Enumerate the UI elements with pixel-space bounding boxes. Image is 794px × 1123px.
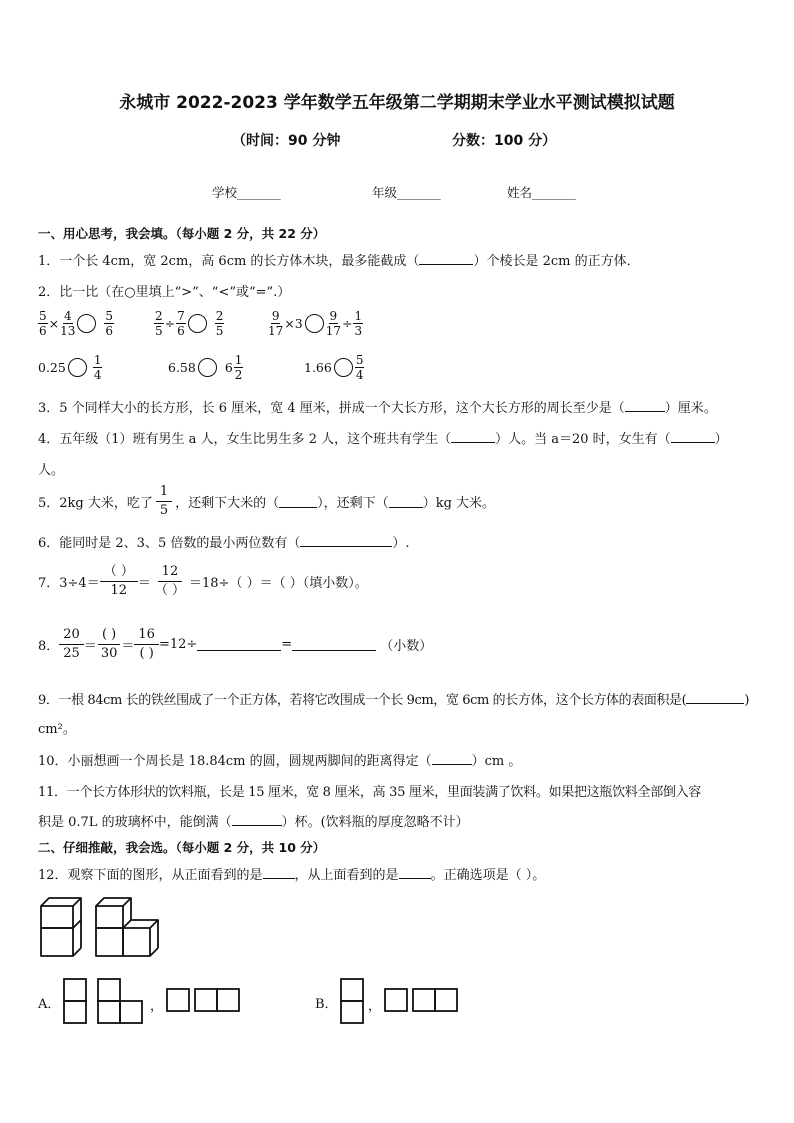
question-6: 6．能同时是 2、3、5 倍数的最小两位数有（ ）. xyxy=(38,536,410,551)
option-b-top-view xyxy=(382,986,462,1014)
exam-time: （时间：90 分钟 xyxy=(232,133,341,149)
answer-blank[interactable] xyxy=(419,252,473,265)
option-a-label[interactable]: A． xyxy=(38,997,61,1012)
section-2-heading: 二、仔细推敲，我会选。（每小题 2 分，共 10 分） xyxy=(38,840,326,855)
answer-blank[interactable] xyxy=(292,638,376,651)
answer-blank[interactable] xyxy=(451,430,495,443)
question-1: 1．一个长 4cm，宽 2cm，高 6cm 的长方体木块，最多能截成（ ）个棱长是 2cm 的正方体． xyxy=(38,254,640,269)
answer-blank[interactable] xyxy=(389,495,423,508)
compare-item-3: $\frac{9}{17}$ ×3 $\frac{9}{17}$ ÷ $\frac{1}{3}$ xyxy=(268,309,363,338)
option-a-top-view xyxy=(164,986,244,1014)
compare-item-1: $\frac{5}{6}$ × $\frac{4}{13}$ $\frac{5}{6}$ xyxy=(39,309,114,338)
question-11: 11．一个长方体形状的饮料瓶，长是 15 厘米，宽 8 厘米，高 35 厘米，里面装满了饮料。如果把这瓶饮料全部倒入容 xyxy=(38,785,701,800)
compare-item-5: 6.58 6 $\frac{1}{2}$ xyxy=(168,353,243,382)
question-9: 9．一根 84cm 长的铁丝围成了一个正方体，若将它改围成一个长 9cm，宽 6cm 的长方体，这个长方体的表面积是( ) xyxy=(38,693,749,708)
compare-item-6: 1.66 $\frac{5}{4}$ xyxy=(304,353,364,382)
option-a-front-view xyxy=(62,976,152,1028)
answer-blank[interactable] xyxy=(232,813,282,826)
exam-score: 分数：100 分） xyxy=(452,133,557,149)
answer-blank[interactable] xyxy=(197,638,281,651)
question-4-cont: 人。 xyxy=(38,463,65,478)
compare-circle[interactable] xyxy=(188,314,207,333)
answer-blank[interactable] xyxy=(625,399,665,412)
question-2-prompt: 2．比一比（在○里填上“>”、“<”或“=”.） xyxy=(38,285,291,300)
school-field: 学校_______ xyxy=(212,185,281,200)
question-3: 3．5 个同样大小的长方形，长 6 厘米，宽 4 厘米，拼成一个大长方形，这个大长方形的周长至少是（ ）厘米。 xyxy=(38,401,717,416)
question-10: 10．小丽想画一个周长是 18.84cm 的圆，圆规两脚间的距离得定（ ）cm 。 xyxy=(38,754,522,769)
answer-blank[interactable] xyxy=(300,534,392,547)
question-4: 4．五年级（1）班有男生 a 人，女生比男生多 2 人，这个班共有学生（ ）人。当 a＝20 时，女生有（ ） xyxy=(38,432,728,447)
question-12: 12．观察下面的图形，从正面看到的是 ，从上面看到的是 。正确选项是（ ）。 xyxy=(38,868,546,883)
name-field: 姓名_______ xyxy=(507,185,576,200)
compare-circle[interactable] xyxy=(68,358,87,377)
exam-title: 永城市 2022-2023 学年数学五年级第二学期期末学业水平测试模拟试题 xyxy=(119,93,675,113)
option-b-label[interactable]: B． xyxy=(315,997,338,1012)
answer-blank[interactable] xyxy=(263,866,295,879)
question-5: 5．2kg 大米，吃了 1 5 ，还剩下大米的（ ），还剩下（ ）kg 大米。 xyxy=(38,484,496,519)
compare-circle[interactable] xyxy=(198,358,217,377)
compare-circle[interactable] xyxy=(305,314,324,333)
option-a-comma: ， xyxy=(150,999,164,1014)
compare-item-4: 0.25 $\frac{1}{4}$ xyxy=(38,353,102,382)
answer-blank[interactable] xyxy=(279,495,317,508)
cube-figure-3d xyxy=(36,893,166,963)
question-11-cont: 积是 0.7L 的玻璃杯中，能倒满（ ）杯。(饮料瓶的厚度忽略不计） xyxy=(38,815,469,830)
compare-circle[interactable] xyxy=(77,314,96,333)
answer-blank[interactable] xyxy=(671,430,715,443)
section-1-heading: 一、用心思考，我会填。（每小题 2 分，共 22 分） xyxy=(38,226,326,241)
option-b-front-view xyxy=(338,976,368,1028)
grade-field: 年级_______ xyxy=(372,185,441,200)
compare-item-2: $\frac{2}{5}$ ÷ $\frac{7}{6}$ $\frac{2}{5}$ xyxy=(155,309,224,338)
compare-circle[interactable] xyxy=(334,358,353,377)
question-7: 7．3÷4＝ （ ） 12 ＝ 12 （ ） ＝18÷（ ）＝（ ）（填小数）。 xyxy=(38,564,368,599)
question-8: 8． 20 25 ＝ ( ) 30 ＝ 16 ( ) =12÷ = （小数） xyxy=(38,627,433,662)
answer-blank[interactable] xyxy=(432,752,472,765)
answer-blank[interactable] xyxy=(686,691,744,704)
answer-blank[interactable] xyxy=(399,866,431,879)
option-b-comma: ， xyxy=(368,999,382,1014)
question-9-unit: cm²。 xyxy=(38,722,76,737)
